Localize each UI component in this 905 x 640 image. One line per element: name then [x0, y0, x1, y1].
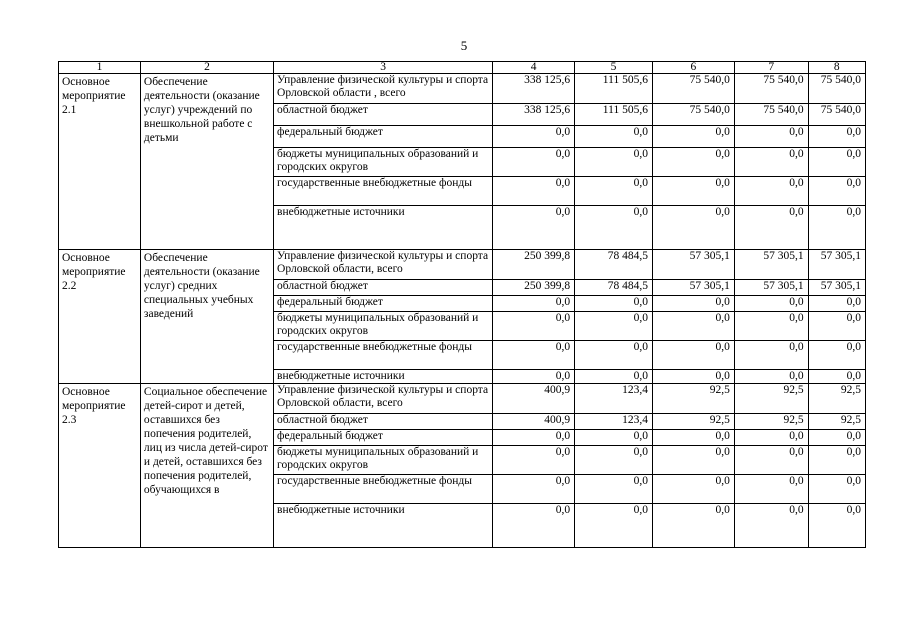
funding-source-cell: внебюджетные источники [274, 504, 493, 548]
amount-cell: 0,0 [652, 370, 734, 384]
amount-cell: 75 540,0 [734, 104, 808, 126]
amount-cell: 0,0 [652, 177, 734, 206]
amount-cell: 0,0 [808, 296, 865, 312]
funding-source-cell: государственные внебюджетные фонды [274, 341, 493, 370]
measure-cell: Основное мероприятие 2.2 [59, 250, 141, 384]
amount-cell: 0,0 [575, 206, 653, 250]
column-number: 1 [59, 62, 141, 74]
funding-source-cell: Управление физической культуры и спорта Орловской области, всего [274, 384, 493, 414]
amount-cell: 92,5 [808, 384, 865, 414]
column-number: 2 [140, 62, 273, 74]
funding-source-cell: Управление физической культуры и спорта Орловской области , всего [274, 74, 493, 104]
amount-cell: 0,0 [575, 126, 653, 148]
column-number: 8 [808, 62, 865, 74]
amount-cell: 92,5 [652, 414, 734, 430]
amount-cell: 338 125,6 [493, 104, 575, 126]
amount-cell: 0,0 [575, 296, 653, 312]
funding-source-cell: государственные внебюджетные фонды [274, 475, 493, 504]
amount-cell: 0,0 [652, 504, 734, 548]
amount-cell: 75 540,0 [808, 104, 865, 126]
amount-cell: 0,0 [808, 446, 865, 475]
amount-cell: 0,0 [652, 475, 734, 504]
amount-cell: 0,0 [808, 341, 865, 370]
amount-cell: 250 399,8 [493, 250, 575, 280]
amount-cell: 0,0 [493, 206, 575, 250]
amount-cell: 0,0 [493, 370, 575, 384]
table-row [59, 74, 866, 104]
amount-cell: 0,0 [734, 504, 808, 548]
funding-source-cell: областной бюджет [274, 414, 493, 430]
amount-cell: 0,0 [493, 504, 575, 548]
amount-cell: 400,9 [493, 384, 575, 414]
amount-cell: 0,0 [493, 126, 575, 148]
amount-cell: 338 125,6 [493, 74, 575, 104]
amount-cell: 0,0 [652, 296, 734, 312]
funding-source-cell: Управление физической культуры и спорта Орловской области, всего [274, 250, 493, 280]
amount-cell: 0,0 [734, 148, 808, 177]
amount-cell: 0,0 [575, 370, 653, 384]
amount-cell: 57 305,1 [734, 250, 808, 280]
amount-cell: 0,0 [575, 475, 653, 504]
amount-cell: 57 305,1 [734, 280, 808, 296]
amount-cell: 123,4 [575, 384, 653, 414]
amount-cell: 75 540,0 [652, 74, 734, 104]
amount-cell: 0,0 [493, 430, 575, 446]
funding-source-cell: областной бюджет [274, 104, 493, 126]
amount-cell: 92,5 [652, 384, 734, 414]
amount-cell: 0,0 [575, 177, 653, 206]
amount-cell: 0,0 [493, 177, 575, 206]
amount-cell: 0,0 [493, 296, 575, 312]
column-number: 4 [493, 62, 575, 74]
amount-cell: 92,5 [734, 414, 808, 430]
amount-cell: 0,0 [808, 312, 865, 341]
amount-cell: 0,0 [734, 430, 808, 446]
amount-cell: 0,0 [652, 341, 734, 370]
amount-cell: 0,0 [734, 446, 808, 475]
amount-cell: 0,0 [808, 504, 865, 548]
amount-cell: 0,0 [575, 504, 653, 548]
amount-cell: 0,0 [575, 446, 653, 475]
amount-cell: 0,0 [734, 475, 808, 504]
amount-cell: 123,4 [575, 414, 653, 430]
amount-cell: 0,0 [734, 370, 808, 384]
amount-cell: 0,0 [734, 296, 808, 312]
measure-description-cell: Социальное обеспечение детей-сирот и детей, оставшихся без попечения родителей, лиц из числа детей-сирот и детей, оставшихся без попечения родителей, обучающихся в [140, 384, 273, 548]
measure-description-cell: Обеспечение деятельности (оказание услуг) средних специальных учебных заведений [140, 250, 273, 384]
funding-source-cell: бюджеты муниципальных образований и городских округов [274, 312, 493, 341]
amount-cell: 0,0 [808, 206, 865, 250]
funding-source-cell: внебюджетные источники [274, 206, 493, 250]
amount-cell: 92,5 [734, 384, 808, 414]
amount-cell: 0,0 [652, 126, 734, 148]
amount-cell: 0,0 [734, 177, 808, 206]
amount-cell: 400,9 [493, 414, 575, 430]
amount-cell: 57 305,1 [808, 280, 865, 296]
column-number: 6 [652, 62, 734, 74]
amount-cell: 111 505,6 [575, 74, 653, 104]
amount-cell: 0,0 [734, 206, 808, 250]
amount-cell: 0,0 [808, 430, 865, 446]
budget-table [58, 61, 866, 548]
table-row [59, 384, 866, 414]
funding-source-cell: федеральный бюджет [274, 430, 493, 446]
amount-cell: 78 484,5 [575, 280, 653, 296]
funding-source-cell: внебюджетные источники [274, 370, 493, 384]
amount-cell: 0,0 [652, 206, 734, 250]
amount-cell: 0,0 [493, 312, 575, 341]
amount-cell: 0,0 [652, 312, 734, 341]
amount-cell: 92,5 [808, 414, 865, 430]
amount-cell: 0,0 [652, 430, 734, 446]
measure-cell: Основное мероприятие 2.3 [59, 384, 141, 548]
funding-source-cell: федеральный бюджет [274, 126, 493, 148]
column-number: 5 [575, 62, 653, 74]
amount-cell: 0,0 [575, 312, 653, 341]
amount-cell: 0,0 [493, 475, 575, 504]
amount-cell: 0,0 [808, 370, 865, 384]
amount-cell: 0,0 [493, 341, 575, 370]
amount-cell: 0,0 [808, 177, 865, 206]
amount-cell: 78 484,5 [575, 250, 653, 280]
funding-source-cell: бюджеты муниципальных образований и городских округов [274, 148, 493, 177]
amount-cell: 0,0 [734, 341, 808, 370]
amount-cell: 75 540,0 [652, 104, 734, 126]
amount-cell: 0,0 [493, 446, 575, 475]
amount-cell: 0,0 [734, 126, 808, 148]
amount-cell: 0,0 [734, 312, 808, 341]
amount-cell: 111 505,6 [575, 104, 653, 126]
page-number: 5 [460, 38, 468, 53]
measure-description-cell: Обеспечение деятельности (оказание услуг) учреждений по внешкольной работе с детьми [140, 74, 273, 250]
amount-cell: 0,0 [808, 126, 865, 148]
funding-source-cell: федеральный бюджет [274, 296, 493, 312]
amount-cell: 0,0 [575, 430, 653, 446]
amount-cell: 0,0 [575, 148, 653, 177]
measure-cell: Основное мероприятие 2.1 [59, 74, 141, 250]
column-number-row [59, 62, 866, 74]
amount-cell: 57 305,1 [808, 250, 865, 280]
amount-cell: 57 305,1 [652, 280, 734, 296]
amount-cell: 0,0 [575, 341, 653, 370]
amount-cell: 57 305,1 [652, 250, 734, 280]
column-number: 3 [274, 62, 493, 74]
amount-cell: 75 540,0 [808, 74, 865, 104]
amount-cell: 0,0 [652, 148, 734, 177]
amount-cell: 250 399,8 [493, 280, 575, 296]
funding-source-cell: областной бюджет [274, 280, 493, 296]
column-number: 7 [734, 62, 808, 74]
amount-cell: 0,0 [652, 446, 734, 475]
amount-cell: 0,0 [808, 148, 865, 177]
funding-source-cell: бюджеты муниципальных образований и городских округов [274, 446, 493, 475]
amount-cell: 75 540,0 [734, 74, 808, 104]
amount-cell: 0,0 [493, 148, 575, 177]
amount-cell: 0,0 [808, 475, 865, 504]
table-row [59, 250, 866, 280]
funding-source-cell: государственные внебюджетные фонды [274, 177, 493, 206]
